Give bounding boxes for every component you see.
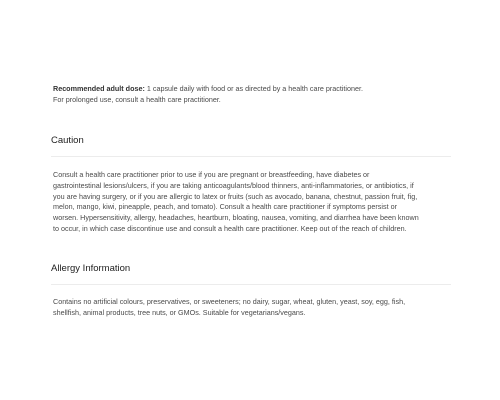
prolonged-use-note: For prolonged use, consult a health care practitioner.	[53, 94, 221, 104]
allergy-heading: Allergy Information	[51, 263, 131, 274]
allergy-divider	[51, 284, 451, 285]
allergy-text	[53, 297, 453, 319]
caution-line: melon, mango, kiwi, pineapple, peach, and tomato). Consult a health care practitioner if symptoms persist or	[53, 202, 397, 212]
dosage-text: 1 capsule daily with food or as directed by a health care practitioner.	[144, 84, 364, 93]
caution-line: gastrointestinal lesions/ulcers, if you are taking anticoagulants/blood thinners, anti-inflammatories, or antibiotics, if	[53, 180, 414, 190]
caution-line: you are having surgery, or if you are allergic to latex or fruits (such as avocado, banana, chestnut, passion fruit, fig,	[53, 191, 418, 201]
caution-divider	[51, 156, 451, 157]
caution-heading: Caution	[51, 135, 84, 146]
caution-text	[53, 170, 453, 235]
allergy-line: Contains no artificial colours, preservatives, or sweeteners; no dairy, sugar, wheat, gluten, yeast, soy, egg, fish,	[53, 297, 406, 306]
caution-line: to occur, in which case discontinue use and consult a health care practitioner. Keep out of the reach of children.	[53, 223, 407, 233]
caution-line: Consult a health care practitioner prior to use if you are pregnant or breastfeeding, have diabetes or	[53, 170, 370, 179]
dosage-line	[53, 84, 453, 95]
dosage-label: Recommended adult dose:	[53, 84, 145, 93]
dosage-section	[53, 84, 453, 105]
allergy-line: shellfish, animal products, tree nuts, or GMOs. Suitable for vegetarians/vegans.	[53, 307, 306, 317]
caution-line: worsen. Hypersensitivity, allergy, headaches, heartburn, bloating, nausea, vomiting, and diarrhea have been known	[53, 213, 419, 223]
